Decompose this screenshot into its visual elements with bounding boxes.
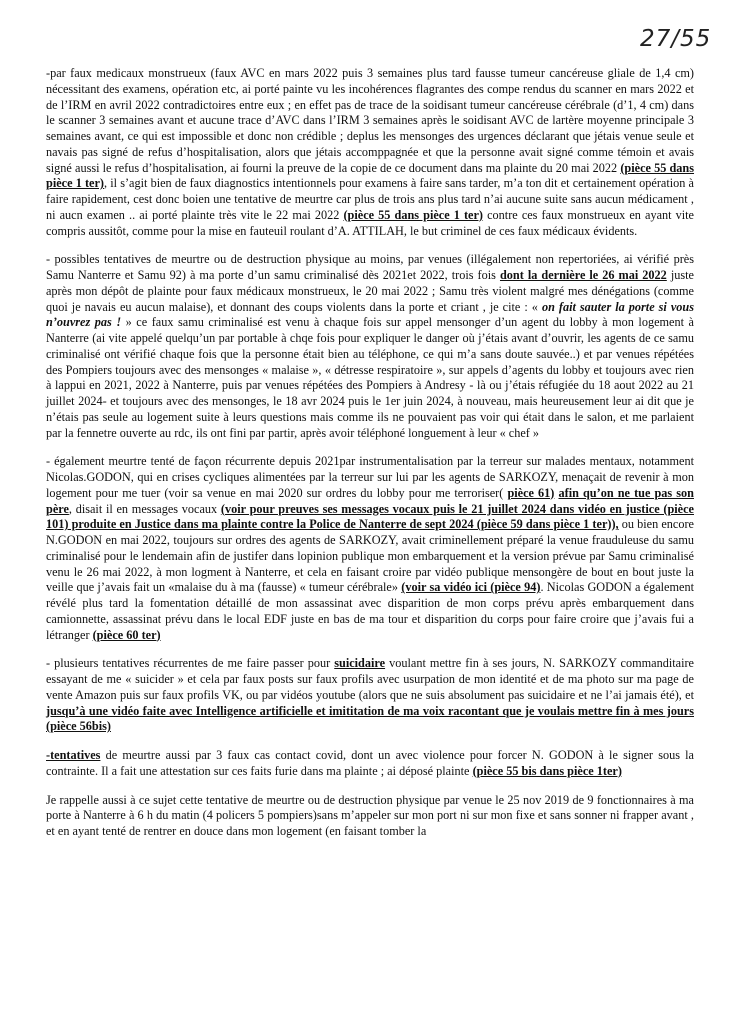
text-segment: . Nicolas GODON a également révélé plus tard la fomentation détaillé de mon assassinat avec disparition de mon corps prévu après embarquement dans camionnette, assassinat prévu dans le local EDF juste en bas de ma tour et disparition du corps pour faire croire que j’avais fui a létranger — [46, 580, 694, 642]
emphasized-text: jusqu’à une vidéo faite avec Intelligence artificielle et imititation de ma voix racontant que je voulais mettre fin à mes jours — [46, 703, 694, 718]
text-segment: -par faux medicaux monstrueux (faux AVC en mars 2022 puis 3 semaines plus tard fausse tumeur cancéreuse gliale de 1,4 cm) nécessitant des examens, opération etc, ai porté painte vu les incohérences flagrantes des compe rendus du scanner en mars 2022 et de l’IRM en avril 2022 contradictoires entre eux ; en effet pas de trace de la soidisant tumeur cancéreuse cérébrale (d’1, 4 cm) dans le scanner 3 semaines avant et aucune trace d’AVC dans l’IRM 3 semaines après le soidisant AVC de lartère moyenne principale 3 semaines avant, ce qui est impossible et donc non crédible ; deplus les mensonges des urgences déclarant que jétais venue seule et navais pas signé de refus d’hospitalisation, alors que jétais accomppagnée et que la personne avait signé comme témoin et avais signé aussi le refus d’hospitalisation, ai fourni la preuve de la copie de ce document dans ma plainte du 20 mai 2022 — [46, 66, 694, 175]
text-segment: , il s’agit bien de faux diagnostics intentionnels pour examens à faire sans tarder, m’a ton dit et certainement opération à faire rapidement, cest donc boien une tentative de meurtre car plus de trois ans plus tard n’ai aucune suite sans aucun médicament , ni aucn examen .. ai porté plainte très vite le 22 mai 2022 — [46, 176, 694, 222]
emphasized-text: (pièce 55 dans pièce 1 ter) — [46, 160, 695, 191]
emphasized-text: afin qu’on ne tue pas son père — [46, 485, 694, 516]
emphasized-text: (pièce 56bis) — [46, 719, 111, 734]
page-number: 27/55 — [640, 26, 712, 52]
emphasized-text: (pièce 55 dans pièce 1 ter) — [343, 207, 484, 222]
text-segment: , disait il en messages vocaux — [68, 501, 221, 516]
emphasized-text: (voir sa vidéo ici (pièce 94) — [401, 580, 541, 595]
text-segment: juste après mon dépôt de plainte pour faux médicaux monstrueux, le 20 mai 2022 ; Samu très violent malgré mes dénégations (comme quoi je navais eu aucun malaise), et donnant des coups violents dans la porte et criant , je cite : « — [46, 268, 694, 314]
emphasized-text: (voir pour preuves ses messages vocaux puis le 21 juillet 2024 dans vidéo en justice (pièce 101) produite en Justice dans ma plainte contre la Police de Nanterre de sept 2024 (pièce 59 dans pièce 1 ter)), — [46, 501, 694, 532]
text-segment: de meurtre aussi par 3 faux cas contact covid, dont un avec violence pour forcer N. GODON à le signer sous la contrainte. Il a fait une attestation sur ces faits furie dans ma plainte ; ai déposé plainte — [46, 748, 694, 778]
emphasized-text: (pièce 60 ter) — [92, 627, 161, 642]
emphasized-text: -tentatives — [46, 748, 101, 762]
paragraph-6 — [46, 793, 694, 840]
paragraph-1 — [46, 66, 694, 239]
emphasized-text: suicidaire — [334, 656, 386, 671]
paragraph-5 — [46, 748, 694, 780]
text-segment: - plusieurs tentatives récurrentes de me faire passer pour — [46, 656, 335, 671]
text-segment: » ce faux samu criminalisé est venu à chaque fois sur appel mensonger d’un agent du lobby à mon logement à Nanterre (ai vite appelé quelqu’un par portable à chqe fois pour expliquer le danger où j’étais avant d’ouvrir, les agents de ce samu criminalisé ont vérifié chaque fois que la personne était bien au téléphone, ce qui m’a sans doute sauvée..) et par venues répétées des Pompiers toujours avec des mensonges « malaise », « détresse respiratoire », sur appels d’agents du lobby et toujours avec rien à lappui en 2021, 2022 à Nanterre, puis par venues répétées des Pompiers à Andresy - là ou j’étais réfugiée du 18 aout 2022 au 21 juillet 2024- et toujours avec des mensonges, le 18 avr 2024 puis le 1er juin 2024, à nouveau, mais heureusement leur ai dit que je n’étais pas seule au logement suite à leurs questions mais comme ils ne pouvaient pas voir qui était dans le salon, et me parlaient par la fennetre ouverte au rdc, ils ont fini par partir, après avoir téléphoné longuement à leur « chef » — [46, 315, 694, 440]
emphasized-text: dont la dernière le 26 mai 2022 — [499, 268, 667, 282]
text-segment: ou bien encore N.GODON en mai 2022, toujours sur ordres des agents de SARKOZY, avait criminellement préparé la venue frauduleuse du samu criminalisé pour le lendemain afin de justifer dans lopinion publique mon embarquement et la version prévue par Samu criminalisé venu le 26 mai 2022, à mon logment à Nanterre, et cela en faisant croire par vidéo publique mensongère de bout en bout juste la veille que j’avais fait un «malaise du à ma (fausse) « tumeur cérébrale» — [46, 517, 694, 595]
emphasized-text: (pièce 55 bis dans pièce 1ter) — [472, 763, 622, 778]
document-body — [46, 66, 694, 853]
emphasized-text: on fait sauter la porte si vous n’ouvrez pas ! — [46, 299, 694, 330]
paragraph-2 — [46, 252, 694, 441]
emphasized-text: pièce 61) — [507, 485, 555, 500]
paragraph-4 — [46, 656, 694, 735]
paragraph-3 — [46, 454, 694, 643]
text-segment: voulant mettre fin à ses jours, N. SARKOZY commanditaire essayant de me « suicider » et cela par faux posts sur faux profils avec usurpation de mon identité et de ma photo sur ma page de vente Amazon puis sur faux profils VK, ou par vidéos youtube (alors que ne suis absolument pas suicidaire et ne l’ai jamais été), et — [46, 656, 694, 702]
text-segment: - également meurtre tenté de façon récurrente depuis 2021par instrumentalisation par la terreur sur malades mentaux, notamment Nicolas.GODON, qui en crises cycliques alimentées par la terreur sur lui par les agents de SARKOZY, menaçait de revenir à mon logement pour me tuer (voir sa venue en mai 2020 sur ordres du lobby pour me terroriser( — [46, 454, 694, 500]
text-segment: contre ces faux monstrueux en ayant vite compris aussitôt, comme pour la mise en fauteuil roulant d’A. ATTILAH, le but criminel de ces faux médicaux évidents. — [46, 207, 694, 238]
text-segment: Je rappelle aussi à ce sujet cette tentative de meurtre ou de destruction physique par venue le 25 nov 2019 de 9 fonctionnaires à ma porte à Nanterre à 6 h du matin (4 policers 5 pompiers)sans m’appeler sur mon port ni sur mon fixe et sans sonner ni frapper avant , et en ayant tenté de rentrer en douce dans mon logement (en faisant tomber la — [46, 792, 694, 838]
text-segment: - possibles tentatives de meurtre ou de destruction physique au moins, par venues (illégalement non repertoriées, ai vérifié près Samu Nanterre et Samu 92) à ma porte d’un samu criminalisé dès 2021et 2022, trois fois — [46, 252, 694, 282]
